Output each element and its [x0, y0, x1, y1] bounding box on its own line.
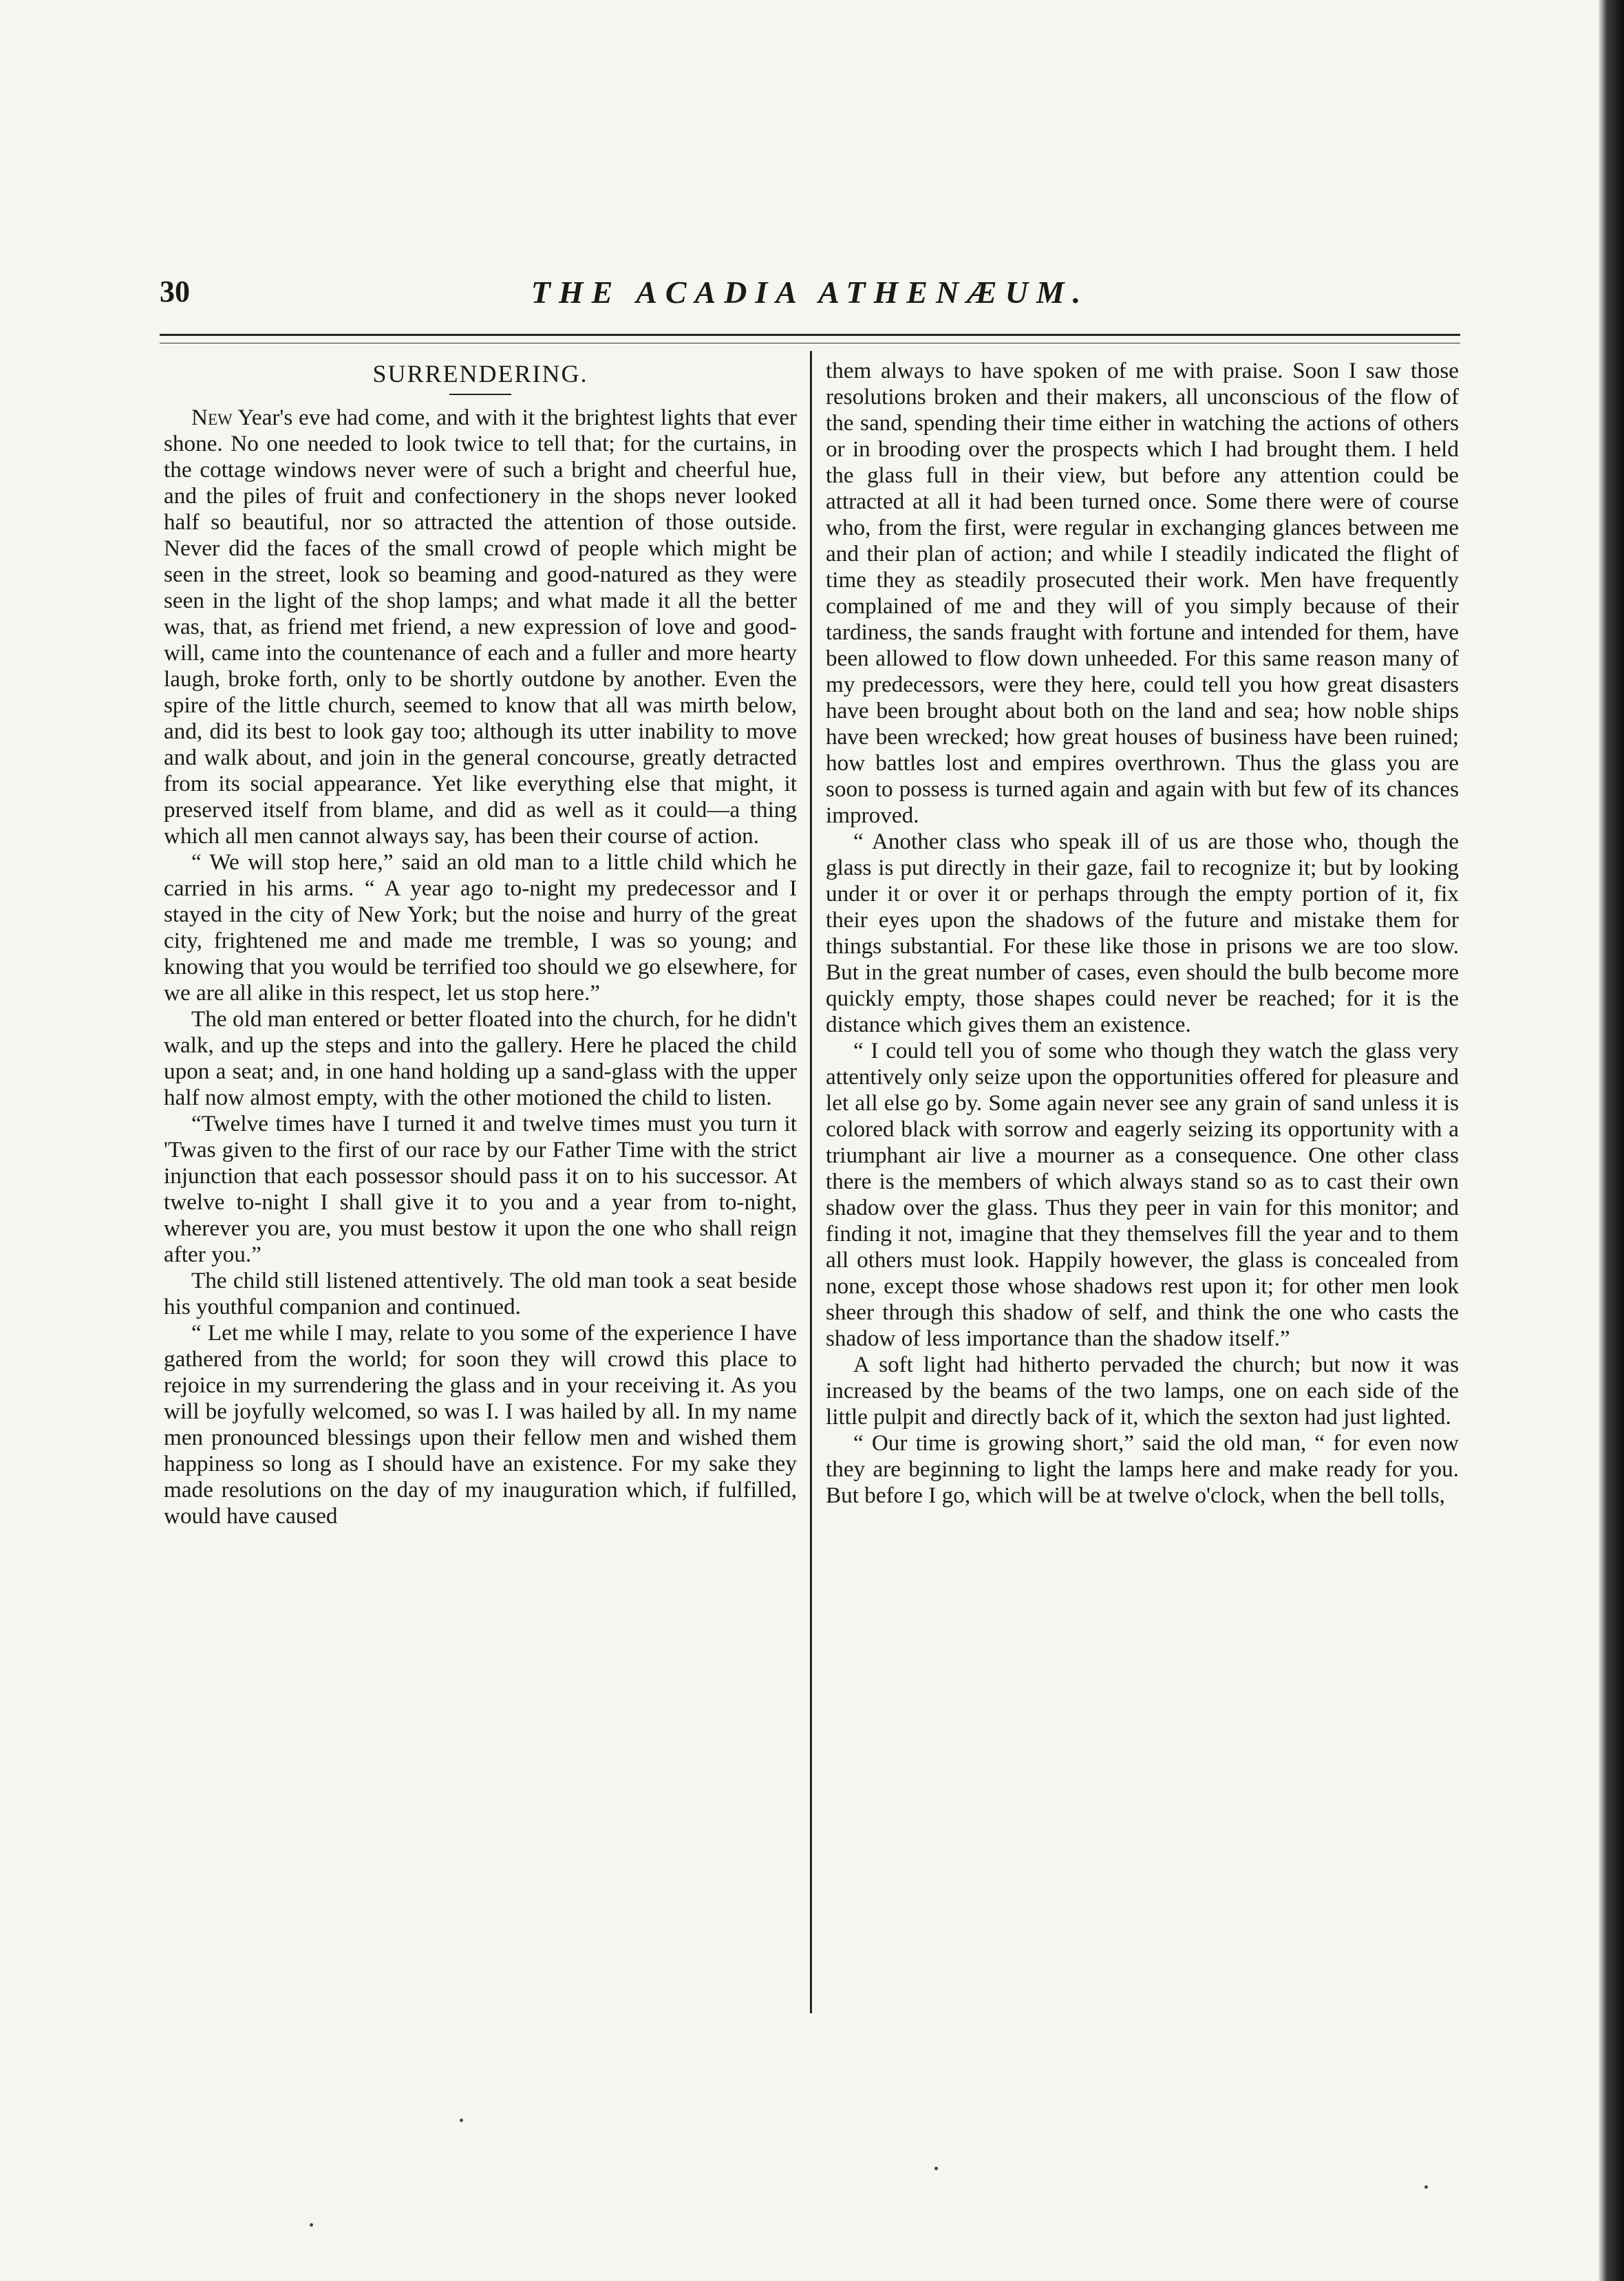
page-number: 30: [160, 275, 190, 308]
paragraph: The child still listened attentively. The old man took a seat beside his youthful companion and continued.: [164, 1268, 797, 1319]
article-title: SURRENDERING.: [372, 360, 588, 388]
print-speck: [310, 2223, 313, 2227]
paragraph: “ Our time is growing short,” said the old man, “ for even now they are beginning to light the lamps here and make ready for you. But before I go, which will be at twelve o'clock, when the bell tolls,: [826, 1430, 1459, 1508]
column-divider: [810, 351, 812, 2013]
paragraph: A soft light had hitherto pervaded the church; but now it was increased by the beams of the two lamps, one on each side of the little pulpit and directly back of it, which the sexton had just lighted.: [826, 1352, 1459, 1430]
print-speck: [1424, 2185, 1428, 2189]
right-column: [826, 358, 1459, 1509]
paragraph: “Twelve times have I turned it and twelve times must you turn it 'Twas given to the first of our race by our Father Time with the strict injunction that each possessor should pass it on to his successor. At twelve to-night I shall give it to you and a year from to-night, wherever you are, you must bestow it upon the one who shall reign after you.”: [164, 1111, 797, 1267]
page-edge-shadow: [1598, 0, 1624, 2281]
paragraph: The old man entered or better floated into the church, for he didn't walk, and up the steps and into the gallery. Here he placed the child upon a seat; and, in one hand holding up a sand-glass with the upper half now almost empty, with the other motioned the child to listen.: [164, 1006, 797, 1110]
print-speck: [460, 2119, 463, 2122]
paragraph-text: Year's eve had come, and with it the brightest lights that ever shone. No one needed to look twice to tell that; for the curtains, in the cottage windows never were of such a bright and cheerful hue, and the piles of fruit and confectionery in the shops never looked half so beautiful, nor so attracted the attention of those outside. Never did the faces of the small crowd of people which might be seen in the street, look so beaming and good-natured as they were seen in the light of the shop lamps; and what made it all the better was, that, as friend met friend, a new expression of love and good-will, came into the countenance of each and a fuller and more hearty laugh, broke forth, only to be shortly outdone by another. Even the spire of the little church, seemed to know that all was mirth below, and, did its best to look gay too; although its utter inability to move and walk about, and join in the general concourse, greatly detracted from its social appearance. Yet like everything else that might, it preserved itself from blame, and did as well as it could—a thing which all men cannot always say, has been their course of action.: [164, 405, 797, 849]
paragraph: “ Another class who speak ill of us are those who, though the glass is put directly in their gaze, fail to recognize it; but by looking under it or over it or perhaps through the empty portion of it, fix their eyes upon the shadows of the future and mistake them for things substantial. For these like those in prisons we are too slow. But in the great number of cases, even should the bulb become more quickly empty, those shapes could never be reached; for it is the distance which gives them an existence.: [826, 829, 1459, 1037]
title-underline: [449, 394, 511, 395]
print-speck: [934, 2167, 938, 2170]
paragraph-continued: them always to have spoken of me with praise. Soon I saw those resolutions broken and their makers, all unconscious of the flow of the sand, spending their time either in watching the actions of others or in brooding over the prospects which I had brought them. I held the glass full in their view, but before any attention could be attracted at all it had been turned once. Some there were of course who, from the first, were regular in exchanging glances between me and their plan of action; and while I steadily indicated the flight of time they as steadily prosecuted their work. Men have frequently complained of me and they will of you simply because of their tardiness, the sands fraught with fortune and intended for them, have been allowed to flow down unheeded. For this same reason many of my predecessors, were they here, could tell you how great disasters have been brought about both on the land and sea; how noble ships have been wrecked; how great houses of business have been ruined; how battles lost and empires overthrown. Thus the glass you are soon to possess is turned again and again with but few of its chances improved.: [826, 358, 1459, 828]
paragraph: [164, 405, 797, 849]
paragraph: “ Let me while I may, relate to you some of the experience I have gathered from the world; for soon they will crowd this place to rejoice in my surrendering the glass and in your receiving it. As you will be joyfully welcomed, so was I. I was hailed by all. In my name men pronounced blessings upon their fellow men and wished them happiness so long as I should have an existence. For my sake they made resolutions on the day of my inauguration which, if fulfilled, would have caused: [164, 1320, 797, 1529]
drop-word: New: [191, 405, 233, 430]
page-header: [160, 274, 1460, 322]
paragraph: “ I could tell you of some who though they watch the glass very attentively only seize upon the opportunities offered for pleasure and let all else go by. Some again never see any grain of sand unless it is colored black with sorrow and eagerly seizing its opportunity with a triumphant air live a mourner as a consequence. One other class there is the members of which always stand so as to cast their own shadow over the glass. Thus they peer in vain for this monitor; and finding it not, imagine that they themselves fill the year and to them all others must look. Happily however, the glass is concealed from none, except those whose shadows rest upon it; for other men look sheer through this shadow of self, and think the one who casts the shadow of less importance than the shadow itself.”: [826, 1038, 1459, 1351]
header-rule-thick: [160, 334, 1460, 336]
journal-title: THE ACADIA ATHENÆUM.: [531, 275, 1089, 310]
paragraph: “ We will stop here,” said an old man to a little child which he carried in his arms. “ A year ago to-night my predecessor and I stayed in the city of New York; but the noise and hurry of the great city, frightened me and made me tremble, I was so young; and knowing that you would be terrified too should we go elsewhere, for we are all alike in this respect, let us stop here.”: [164, 849, 797, 1006]
left-column: [164, 358, 797, 1529]
